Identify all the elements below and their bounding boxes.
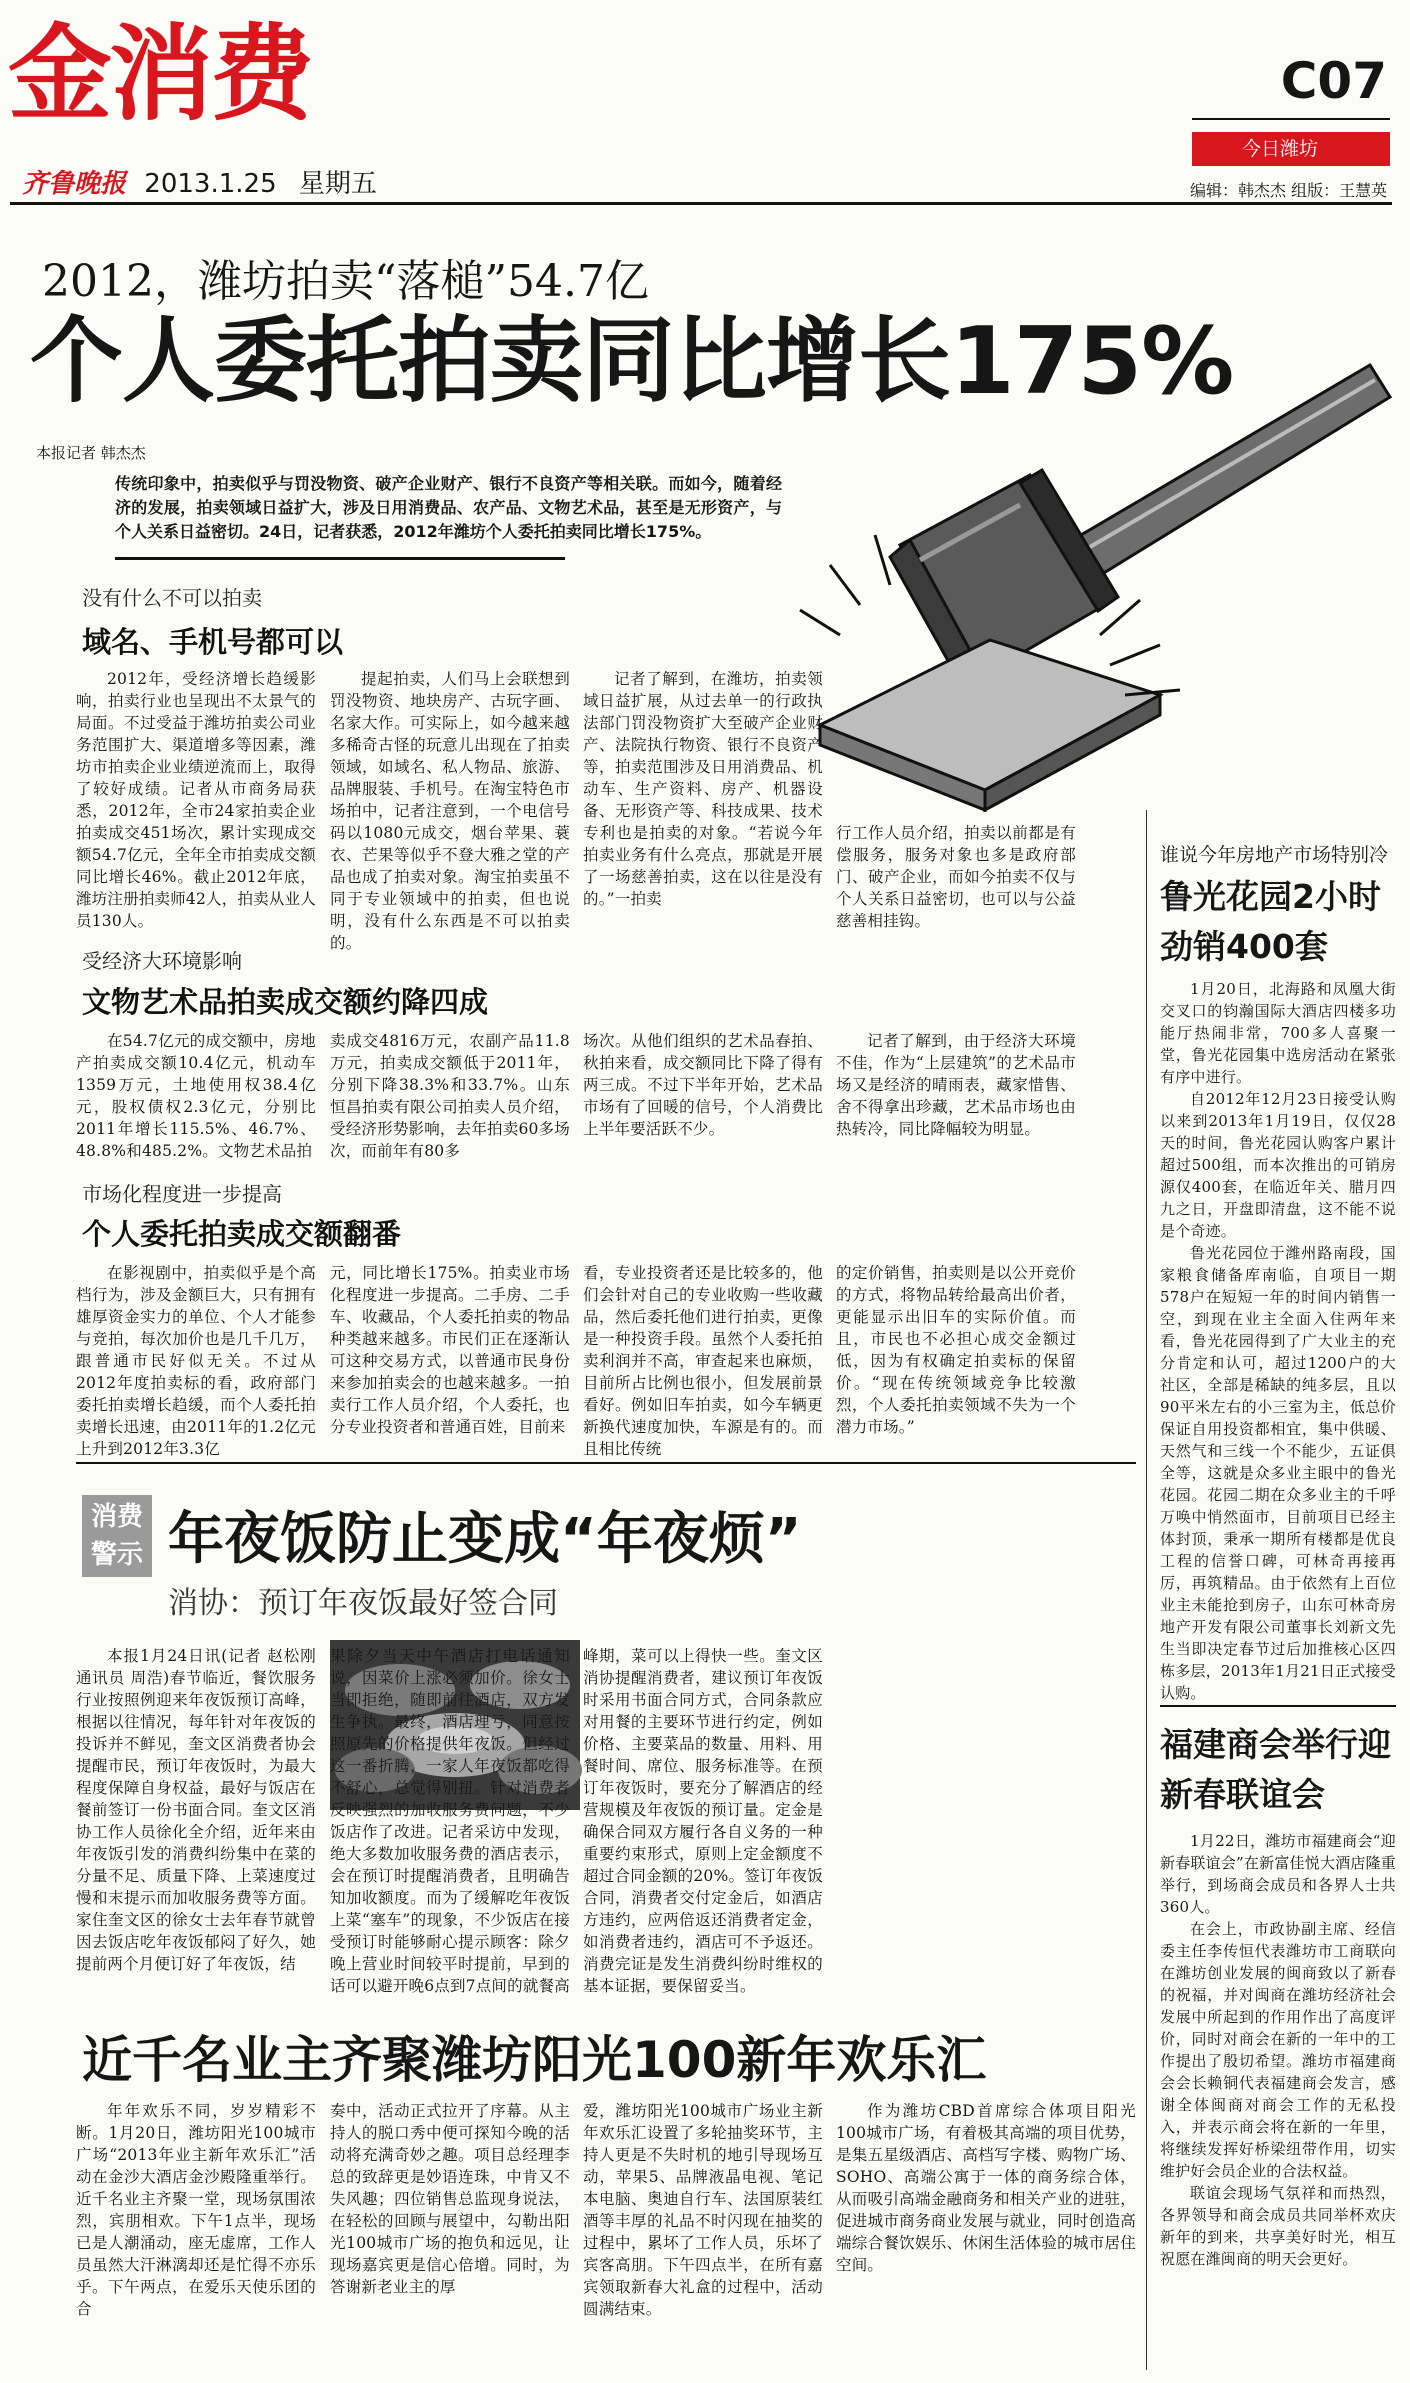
story3-col3: 爱，潍坊阳光100城市广场业主新年欢乐汇设置了多轮抽奖环节，主持人更是不失时机的地引导现场互动，苹果5、品牌液晶电视、笔记本电脑、奥迪自行车、法国原装红酒等丰厚的礼品不时闪现在抽奖的过程中，累坏了工作人员，乐坏了宾客高朋。下午四点半，在所有嘉宾领取新春大礼盒的过程中，活动圆满结束。 — [583, 2102, 823, 2318]
paper-date-line — [22, 163, 377, 200]
editor-line: 编辑：韩杰杰 组版：王慧英 — [1190, 181, 1388, 200]
issue-weekday: 星期五 — [298, 169, 377, 199]
story3-title: 近千名业主齐聚潍坊阳光100新年欢乐汇 — [82, 2031, 987, 2089]
headline: 个人委托拍卖同比增长175% — [30, 307, 1234, 415]
lead-paragraph: 传统印象中，拍卖似乎与罚没物资、破产企业财产、银行不良资产等相关联。而如今，随着经济的发展，拍卖领域日益扩大，涉及日用消费品、农产品、文物艺术品，甚至是无形资产，与个人关系日益密切。24日，记者获悉，2012年潍坊个人委托拍卖同比增长175%。 — [115, 474, 782, 541]
today-tag: 今日潍坊 — [1192, 132, 1390, 166]
section-masthead: 金消费 — [8, 13, 312, 135]
paper-logo: 齐鲁晚报 — [22, 169, 127, 199]
sidebar-story1-body: 1月20日，北海路和凤凰大街交叉口的钧瀚国际大酒店四楼多功能厅热闹非常，700多人喜聚一堂，鲁光花园集中选房活动在紧张有序中进行。 自2012年12月23日接受认购以来到2013年1月19日，仅仅28天的时间，鲁光花园认购客户累计超过500组，而本次推出的可销房源仅400套，在临近年关、腊月四九之日，开盘即清盘，这不能不说是个奇迹。 鲁光花园位于潍州路南段，国家粮食储备库南临，自项目一期578户在短短一年的时间内销售一空，到现在业主全面入住两年来看，鲁光花园得到了广大业主的充分肯定和认可，超过1200户的大社区，全部是稀缺的纯多层，且以90平米左右的小三室为主，低总价保证自用投资都相宜，集中供暖、天然气和三线一个不能少，五证俱全等，这就是众多业主眼中的鲁光花园。花园二期在众多业主的千呼万唤中悄然面市，目前项目已经主体封顶，秉承一期所有楼都是优良工程的信誉口碑，可林奇再接再厉，再筑精品。由于依然有上百位业主未能抢到房子，山东可林奇房地产开发有限公司董事长刘新文先生当即决定春节过后加推核心区四栋多层，2013年1月21日正式接受认购。 — [1160, 980, 1396, 1702]
section1-kicker: 没有什么不可以拍卖 — [82, 586, 262, 610]
section1-subtitle: 域名、手机号都可以 — [82, 625, 344, 659]
consumer-alert-badge: 消费警示 — [82, 1495, 152, 1577]
sidebar-story1-title: 鲁光花园2小时劲销400套 — [1160, 877, 1381, 966]
section3-col4: 的定价销售，拍卖则是以公开竞价的方式，将物品转给最高出价者，更能显示出旧车的实际价值。而且，市民也不必担心成交金额过低，因为有权确定拍卖标的保留价。“现在传统领域竞争比较激烈，个人委托拍卖领域不失为一个潜力市场。” — [836, 1264, 1076, 1436]
page-number: C07 — [1280, 52, 1387, 110]
story2-subtitle: 消协：预订年夜饭最好签合同 — [168, 1586, 558, 1621]
section3-subtitle: 个人委托拍卖成交额翻番 — [82, 1217, 402, 1251]
story2-col2: 果除夕当天中午酒店打电话通知说，因菜价上涨必须加价。徐女士当即拒绝，随即前往酒店，双方发生争执。最终，酒店理亏，同意按照原先的价格提供年夜饭。但经过这一番折腾，一家人年夜饭都吃得不舒心，总觉得别扭。针对消费者反映强烈的加收服务费问题，不少饭店作了改进。记者采访中发现，绝大多数加收服务费的酒店表示，会在预订时提醒消费者，且明确告知加收额度。而为了缓解吃年夜饭上菜“塞车”的现象，不少饭店在接受预订时能够耐心提示顾客：除夕晚上营业时间较平时提前，早到的话可以避开晚6点到7点间的就餐高 — [330, 1647, 570, 1995]
story3-col4: 作为潍坊CBD首席综合体项目阳光100城市广场，有着极其高端的项目优势，是集五星级酒店、高档写字楼、购物广场、SOHO、高端公寓于一体的商务综合体，从而吸引高端金融商务和相关产业的进驻，促进城市商务商业发展与就业，同时创造高端综合餐饮娱乐、休闲生活体验的城市居住空间。 — [836, 2102, 1136, 2274]
story2-col1: 本报1月24日讯(记者 赵松刚 通讯员 周浩)春节临近，餐饮服务行业按照例迎来年夜饭预订高峰，根据以往情况，每年针对年夜饭的投诉并不鲜见，奎文区消费者协会提醒市民，预订年夜饭时，为最大程度保障自身权益，最好与饭店在餐前签订一份书面合同。奎文区消协工作人员徐化全介绍，近年来由年夜饭引发的消费纠纷集中在菜的分量不足、质量下降、上菜速度过慢和末提示而加收服务费等方面。家住奎文区的徐女士去年春节就曾因去饭店吃年夜饭郁闷了好久，她提前两个月便订好了年夜饭，结 — [76, 1647, 316, 1973]
pageno-rule — [1192, 118, 1390, 120]
section1-col3: 记者了解到，在潍坊，拍卖领域日益扩展，从过去单一的行政执法部门罚没物资扩大至破产企业财产、法院执行物资、银行不良资产等，拍卖范围涉及日用消费品、机动车、生产资料、房产、机器设备、无形资产等、科技成果、技术专利也是拍卖的对象。“若说今年拍卖业务有什么亮点，那就是开展了一场慈善拍卖，这在以往是没有的。”一拍卖 — [583, 670, 823, 908]
gavel-illustration — [780, 335, 1410, 815]
section2-col3: 场次。从他们组织的艺术品春拍、秋拍来看，成交额同比下降了得有两三成。不过下半年开始，艺术品市场有了回暖的信号，个人消费比上半年要活跃不少。 — [583, 1032, 823, 1138]
sidebar-rule — [1160, 1705, 1396, 1707]
story3-col1: 年年欢乐不同，岁岁精彩不断。1月20日，潍坊阳光100城市广场“2013年业主新年欢乐汇”活动在金沙大酒店金沙殿隆重举行。近千名业主齐聚一堂，现场氛围浓烈，宾朋相欢。下午1点半，现场已是人潮涌动，座无虚席，工作人员虽然大汗淋漓却还是忙得不亦乐乎。下午两点，在爱乐天使乐团的合 — [76, 2102, 316, 2318]
section1-col4: 行工作人员介绍，拍卖以前都是有偿服务，服务对象也多是政府部门、破产企业，而如今拍卖不仅与个人关系日益密切，也可以与公益慈善相挂钩。 — [836, 824, 1076, 930]
section2-col4: 记者了解到，由于经济大环境不佳，作为“上层建筑”的艺术品市场又是经济的晴雨表，藏家惜售、舍不得拿出珍藏，艺术品市场也由热转冷，同比降幅较为明显。 — [836, 1032, 1076, 1138]
lead-rule — [115, 557, 565, 560]
sidebar-story2-title: 福建商会举行迎新春联谊会 — [1160, 1725, 1391, 1814]
sidebar-story2-body: 1月22日，潍坊市福建商会“迎新春联谊会”在新富佳悦大酒店隆重举行，到场商会成员和各界人士共360人。 在会上，市政协副主席、经信委主任李传恒代表潍坊市工商联向在潍坊创业发展的闽商致以了新春的祝福，并对闽商在潍坊经济社会发展中所起到的作用作出了高度评价，同时对商会在新的一年中的工作提出了殷切希望。潍坊市福建商会会长赖铜代表福建商会发言，感谢全体闽商对商会工作的无私投入，并表示商会将在新的一年里，将继续发挥好桥梁纽带作用，切实维护好会员企业的合法权益。 联谊会现场气氛祥和而热烈，各界领导和商会成员共同举杯欢庆新年的到来，共享美好时光，相互祝愿在潍闽商的明天会更好。 — [1160, 1832, 1396, 2268]
section3-col3: 看，专业投资者还是比较多的，他们会针对自己的专业收购一些收藏品，然后委托他们进行拍卖，更像是一种投资手段。虽然个人委托拍卖利润并不高，审查起来也麻烦，目前所占比例也很小，但发展前景看好。例如旧车拍卖，如今车辆更新换代速度加快，车源是有的。而且相比传统 — [583, 1264, 823, 1458]
section2-kicker: 受经济大环境影响 — [82, 949, 242, 973]
masthead-rule — [10, 202, 1392, 205]
section3-kicker: 市场化程度进一步提高 — [82, 1182, 282, 1206]
headline-kicker: 2012，潍坊拍卖“落槌”54.7亿 — [42, 256, 649, 307]
section2-subtitle: 文物艺术品拍卖成交额约降四成 — [82, 985, 489, 1019]
section3-col2: 元，同比增长175%。拍卖业市场化程度进一步提高。二手房、二手车、收藏品，个人委托拍卖的物品种类越来越多。市民们正在逐渐认可这种交易方式，以普通市民身份来参加拍卖会的也越来越多。一拍卖行工作人员介绍，个人委托，也分专业投资者和普通百姓，目前来 — [330, 1264, 570, 1436]
story-divider — [76, 1462, 1136, 1464]
section1-col2: 提起拍卖，人们马上会联想到罚没物资、地块房产、古玩字画、名家大作。可实际上，如今越来越多稀奇古怪的玩意儿出现在了拍卖领域，如域名、私人物品、旅游、品牌服装、手机号。在淘宝特色市场拍中，记者注意到，一个电信号码以1080元成交，烟台苹果、蓑衣、芒果等似乎不登大雅之堂的产品也成了拍卖对象。淘宝拍卖虽不同于专业领域中的拍卖，但也说明，没有什么东西是不可以拍卖的。 — [330, 670, 570, 952]
byline: 本报记者 韩杰杰 — [36, 444, 146, 462]
sidebar-story1-kicker: 谁说今年房地产市场特别冷 — [1160, 844, 1389, 866]
story3-col2: 奏中，活动正式拉开了序幕。从主持人的脱口秀中便可探知今晚的活动将充满奇妙之趣。项目总经理李总的致辞更是妙语连珠，中肯又不失风趣；四位销售总监现身说法，在轻松的回顾与展望中，勾勒出阳光100城市广场的抱负和远见，让现场嘉宾更是信心倍增。同时，为答谢新老业主的厚 — [330, 2102, 570, 2296]
section2-col2: 卖成交4816万元，农副产品11.8万元，拍卖成交额低于2011年，分别下降38.3%和33.7%。山东恒昌拍卖有限公司拍卖人员介绍，受经济形势影响，去年拍卖60多场次，而前年有80多 — [330, 1032, 570, 1160]
sidebar-divider — [1146, 810, 1147, 2370]
section3-col1: 在影视剧中，拍卖似乎是个高档行为，涉及金额巨大，只有拥有雄厚资金实力的单位、个人才能参与竞拍，每次加价也是几千几万，跟普通市民好似无关。不过从2012年度拍卖标的看，政府部门委托拍卖增长趋缓，而个人委托拍卖增长迅速，由2011年的1.2亿元上升到2012年3.3亿 — [76, 1264, 316, 1458]
story2-title: 年夜饭防止变成“年夜烦” — [168, 1507, 802, 1572]
section1-col1: 2012年，受经济增长趋缓影响，拍卖行业也呈现出不太景气的局面。不过受益于潍坊拍卖公司业务范围扩大、渠道增多等因素，潍坊市拍卖企业业绩逆流而上，取得了较好成绩。记者从市商务局获悉，2012年，全市24家拍卖企业拍卖成交451场次，累计实现成交额54.7亿元，全年全市拍卖成交额同比增长46%。截止2012年底，潍坊注册拍卖师42人，拍卖从业人员130人。 — [76, 670, 316, 930]
issue-date: 2013.1.25 — [144, 169, 277, 199]
section2-col1: 在54.7亿元的成交额中，房地产拍卖成交额10.4亿元，机动车1359万元，土地使用权38.4亿元，股权债权2.3亿元，分别比2011年增长115.5%、46.7%、48.8%和485.2%。文物艺术品拍 — [76, 1032, 316, 1160]
story2-col3: 峰期，菜可以上得快一些。奎文区消协提醒消费者，建议预订年夜饭时采用书面合同方式，合同条款应对用餐的主要环节进行约定，例如价格、主要菜品的数量、用料、用餐时间、席位、服务标准等。在预订年夜饭时，要充分了解酒店的经营规模及年夜饭的预订量。定金是确保合同双方履行各自义务的一种重要约束形式，原则上定金额度不超过合同金额的20%。签订年夜饭合同，消费者交付定金后，如酒店方违约，应两倍返还消费者定金，如消费者违约，酒店可不予返还。消费完证是发生消费纠纷时维权的基本证据，要保留妥当。 — [583, 1647, 823, 1995]
